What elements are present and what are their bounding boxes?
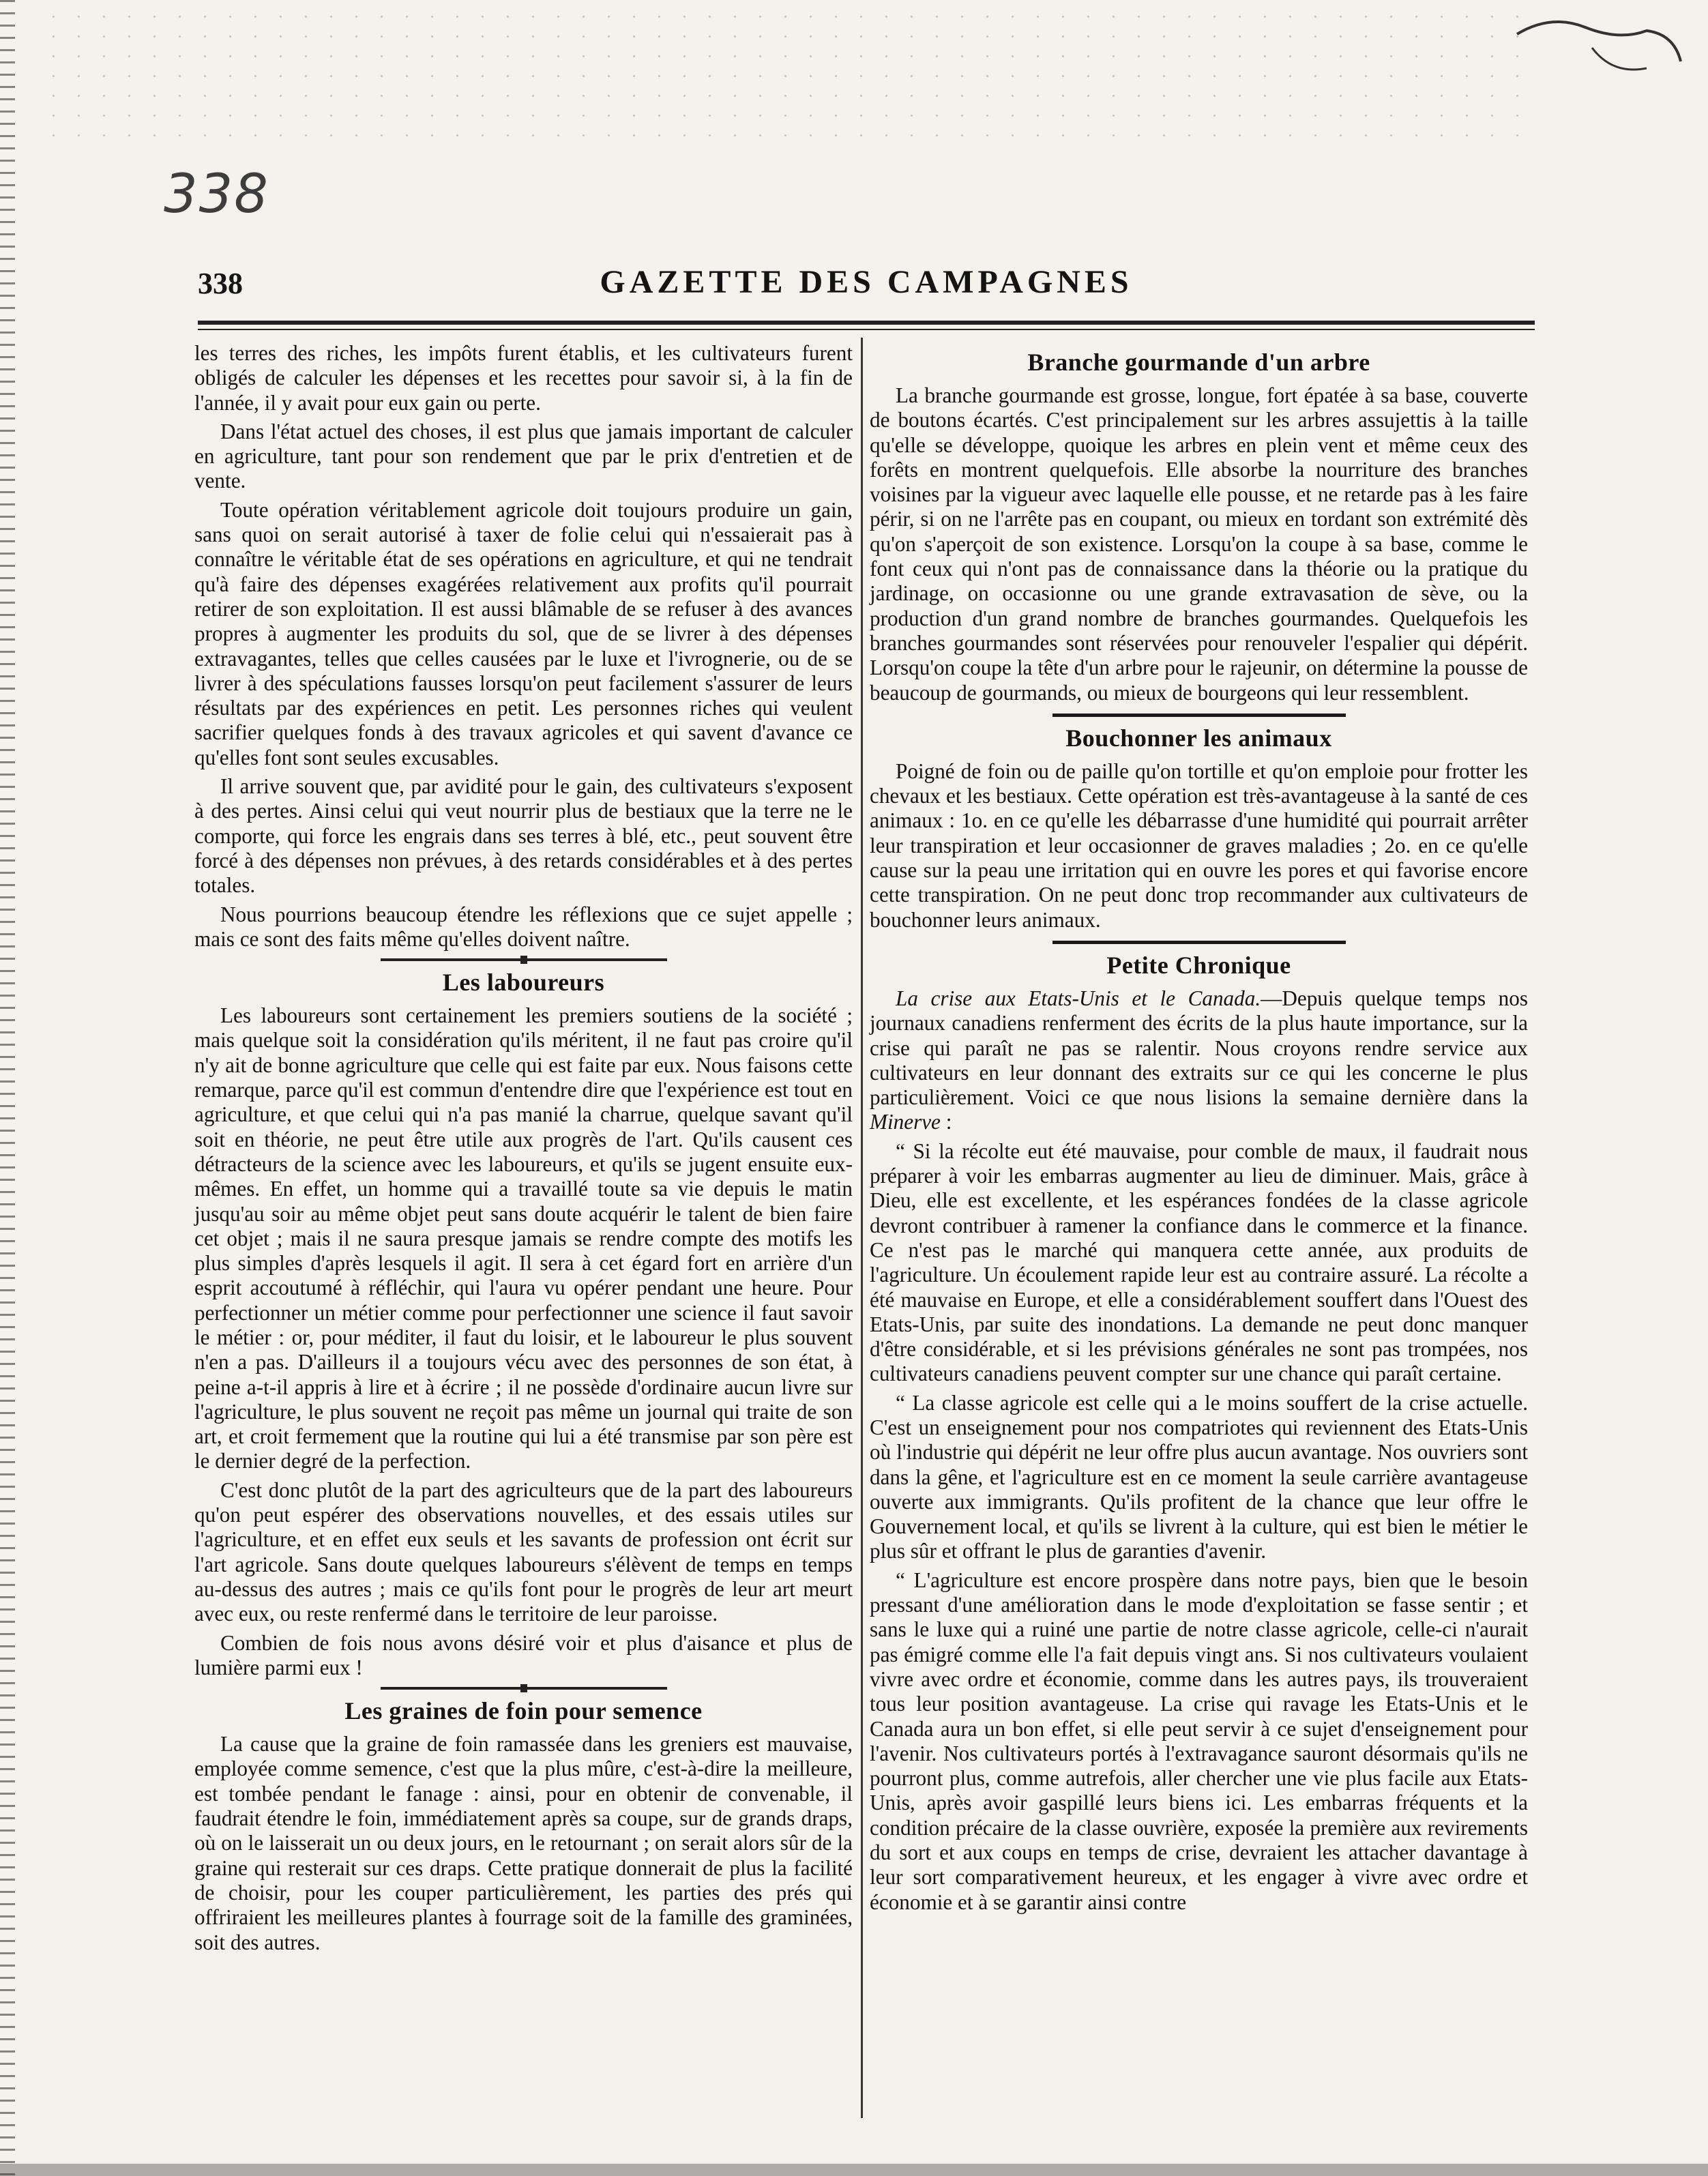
section-separator [1052, 941, 1346, 944]
section-title-bouchonner: Bouchonner les animaux [1065, 724, 1332, 752]
right-column [870, 341, 1528, 1919]
printed-page-number: 338 [198, 267, 243, 300]
article-paragraph: La branche gourmande est grosse, longue, fort épatée à sa base, couverte de boutons écartés. C'est principalement sur les arbres assujettis à la taille qu'elle se développe, quoique les arbres en plein vent et même ceux des forêts en montrent quelquefois. Elle absorbe la nourriture des branches voisines par la vigueur avec laquelle elle pousse, et ne retarde pas à les faire périr, si on ne l'arrête pas en coupant, ou mieux en tordant son extrémité dès qu'on s'aperçoit de son existence. Lorsqu'on la coupe à sa base, comme le font ceux qui n'ont pas de connaissance dans la théorie ou la pratique du jardinage, on occasionne ou une grande extravasation de sève, ou la production d'un grand nombre de branches gourmandes. Quelquefois les branches gourmandes sont réservées pour renouveler l'espalier qui dépérit. Lorsqu'on coupe la tête d'un arbre pour le rajeunir, on détermine la pousse de beaucoup de gourmands, ou mieux de bourgeons qui leur ressemblent. [870, 383, 1528, 705]
scan-edge-bottom [0, 2164, 1708, 2176]
article-paragraph: C'est donc plutôt de la part des agriculteurs que de la part des laboureurs qu'on peut espérer des observations nouvelles, et des essais utiles sur l'agriculture, et en effet eux seuls et les savants de profession ont écrit sur l'art agricole. Sans doute quelques laboureurs s'élèvent de temps en temps au-dessus des autres ; mais ce qu'ils font pour le progrès de leur art meurt avec eux, ou reste renfermé dans le territoire de leur paroisse. [194, 1477, 853, 1626]
publication-title: GAZETTE DES CAMPAGNES [600, 264, 1133, 300]
article-paragraph: Les laboureurs sont certainement les premiers soutiens de la société ; mais quelque soit la considération qu'ils méritent, il ne faut pas croire qu'il n'y ait de bonne agriculture que celle qui est faite par eux. Nous faisons cette remarque, parce qu'il est commun d'entendre dire que l'expérience est tout en agriculture, et que celui qui n'a pas manié la charrue, quelque savant qu'il soit en théorie, ne peut être utile aux progrès de l'art. Qu'ils causent ces détracteurs de la science avec les laboureurs, et qu'ils se jugent ensuite eux-mêmes. En effet, un homme qui a travaillé toute sa vie depuis le matin jusqu'au soir au même objet peut sans doute acquérir le talent de bien faire cet objet ; mais il ne saura presque jamais se rendre compte des motifs les plus simples d'après lesquels il agit. Il sera à cet égard fort en arrière d'un esprit accoutumé à réfléchir, qui l'aura vu opérer pendant une heure. Pour perfectionner un métier comme pour perfectionner une science il faut savoir le métier : or, pour méditer, il faut du loisir, et le laboureur le plus souvent n'en a pas. D'ailleurs il a toujours vécu avec des personnes de son état, à peine a-t-il appris à lire et à écrire ; il ne possède d'ordinaire aucun livre sur l'agriculture, le plus souvent ne reçoit pas même un journal qui traite de son art, et croit fermement que la routine qui lui a été transmise par son père est le dernier degré de la perfection. [194, 1003, 853, 1473]
article-paragraph: “ L'agriculture est encore prospère dans notre pays, bien que le besoin pressant d'une amélioration dans le mode d'exploitation se fasse sentir ; et sans le luxe qui a ruiné une partie de notre classe agricole, celle-ci n'aurait pas émigré comme elle l'a fait depuis vingt ans. Si nos cultivateurs voulaient vivre avec ordre et économie, comme dans les autres pays, ils trouveraient tous leur position avantageuse. La crise qui ravage les Etats-Unis et le Canada aura un bon effet, si elle peut servir à ce sujet d'enseignement pour l'avenir. Nos cultivateurs portés à l'extravagance sauront désormais qu'ils ne pourront plus, comme autrefois, aller chercher une vie plus facile aux Etats-Unis, après avoir gaspillé leurs biens ici. Les embarras fréquents et la condition précaire de la classe ouvrière, exposée la première aux revirements du sort et aux coups en temps de crise, devraient les attacher davantage à leur sort comparativement heureux, et les engager à vivre avec ordre et économie et à se garantir ainsi contre [870, 1568, 1528, 1914]
intro-paragraph: Il arrive souvent que, par avidité pour le gain, des cultivateurs s'exposent à des pertes. Ainsi celui qui veut nourrir plus de bestiaux que la terre ne le comporte, qui force les engrais dans ses terres à blé, etc., peut souvent être forcé à des dépenses non prévues, à des retards considérables et à des pertes totales. [194, 774, 853, 898]
article-paragraph: Poigné de foin ou de paille qu'on tortille et qu'on emploie pour frotter les chevaux et les bestiaux. Cette opération est très-avantageuse à la santé de ces animaux : 1o. en ce qu'elle les débarrasse d'une humidité qui pourrait arrêter leur transpiration et leur occasionner de graves maladies ; 2o. en ce qu'elle cause sur la peau une irritation qui en ouvre les pores et qui favorise encore cette transpiration. On ne peut donc trop recommander aux cultivateurs de bouchonner leurs animaux. [870, 759, 1528, 932]
page-header [198, 259, 1535, 314]
section-separator [381, 958, 667, 961]
scan-edge-left [0, 0, 15, 2176]
section-title-chronique: Petite Chronique [1106, 951, 1291, 979]
header-rule [198, 321, 1535, 325]
article-paragraph: Combien de fois nous avons désiré voir et plus d'aisance et plus de lumière parmi eux ! [194, 1630, 853, 1679]
intro-paragraph: Dans l'état actuel des choses, il est plus que jamais important de calculer en agriculture, tant pour son rendement que par le prix d'entretien et de vente. [194, 419, 853, 493]
article-paragraph: “ La classe agricole est celle qui a le moins souffert de la crise actuelle. C'est un enseignement pour nos compatriotes qui reviennent des Etats-Unis où l'industrie qui dépérit ne leur offre plus aucun avantage. Nos ouvriers sont dans la gêne, et l'agriculture est en ce moment la seule carrière avantageuse ouverte aux immigrants. Qu'ils profitent de la chance que leur offre le Gouvernement local, et qu'ils se livrent à la culture, qui est bien le métier le plus sûr et offrant le plus de garanties d'avenir. [870, 1390, 1528, 1563]
section-separator [1052, 714, 1346, 717]
chronique-lead-text: —Depuis quelque temps nos journaux canadiens renferment des écrits de la plus haute importance, sur la crise qui paraît ne pas se ralentir. Nous croyons rendre service aux cultivateurs en leur donnant des extraits sur ce qui les concerne le plus particulièrement. Voici ce que nous lisions la semaine dernière dans la [870, 986, 1528, 1110]
header-rule-thin [198, 329, 1535, 330]
chronique-lead-paragraph [870, 986, 1528, 1135]
corner-scribble-mark [1510, 7, 1688, 82]
chronique-lead-end: : [940, 1110, 952, 1134]
intro-paragraph: Nous pourrions beaucoup étendre les réflexions que ce sujet appelle ; mais ce sont des faits même qu'elles doivent naître. [194, 902, 853, 951]
chronique-source: Minerve [870, 1110, 941, 1134]
section-title-branche: Branche gourmande d'un arbre [1027, 349, 1370, 376]
scan-noise-top [41, 7, 1542, 143]
intro-paragraph: les terres des riches, les impôts furent établis, et les cultivateurs furent obligés de calculer les dépenses et les recettes pour savoir si, à la fin de l'année, il y avait pour eux gain ou perte. [194, 341, 853, 415]
intro-paragraph: Toute opération véritablement agricole doit toujours produire un gain, sans quoi on serait autorisé à taxer de folie celui qui n'essaierait pas à connaître le véritable état de ses opérations en agriculture, et qui ne tendrait qu'à faire des dépenses exagérées relativement aux profits qu'il pourrait retirer de son exploitation. Il est aussi blâmable de se refuser à des avances propres à augmenter les produits du sol, que de se livrer à des dépenses extravagantes, telles que celles causées par le luxe et l'ivrognerie, ou de se livrer à des spéculations fausses lorsqu'on peut facilement s'assurer de leurs résultats par des expériences en petit. Les personnes riches qui veulent sacrifier quelques fonds à des travaux agricoles et qui savent d'avance ce qu'elles font sont seules excusables. [194, 497, 853, 769]
chronique-lead-title: La crise aux Etats-Unis et le Canada. [896, 986, 1261, 1010]
column-divider [861, 338, 863, 2118]
article-paragraph: La cause que la graine de foin ramassée dans les greniers est mauvaise, employée comme semence, c'est que la plus mûre, c'est-à-dire la meilleure, est tombée pendant le fanage : ainsi, pour en obtenir de convenable, il faudrait étendre le foin, immédiatement après sa coupe, sur de grands draps, où on le laisserait un ou deux jours, en le retournant ; on serait alors sûr de la graine qui resterait sur ces draps. Cette pratique donnerait de plus la facilité de choisir, pour les couper particulièrement, les parties des prés qui offriraient les meilleures plantes à fourrage soit de la famille des graminées, soit des autres. [194, 1732, 853, 1954]
left-column [194, 341, 853, 1959]
section-title-laboureurs: Les laboureurs [442, 969, 605, 997]
handwritten-page-number: 338 [164, 164, 269, 225]
article-paragraph: “ Si la récolte eut été mauvaise, pour comble de maux, il faudrait nous préparer à voir les embarras augmenter au lieu de diminuer. Mais, grâce à Dieu, elle est excellente, et les espérances fondées de la classe agricole devront contribuer à ramener la confiance dans le commerce et la finance. Ce n'est pas le marché qui manquera cette année, aux produits de l'agriculture. Un écoulement rapide leur est au contraire assuré. La récolte a été mauvaise en Europe, et elle a considérablement souffert dans l'Ouest des Etats-Unis, par suite des inondations. La demande ne peut donc manquer d'être considérable, et si les prévisions générales ne sont pas trompées, nos cultivateurs canadiens peuvent compter sur une chance qui paraît certaine. [870, 1138, 1528, 1386]
section-title-graines: Les graines de foin pour semence [344, 1697, 703, 1725]
section-separator [381, 1687, 667, 1690]
